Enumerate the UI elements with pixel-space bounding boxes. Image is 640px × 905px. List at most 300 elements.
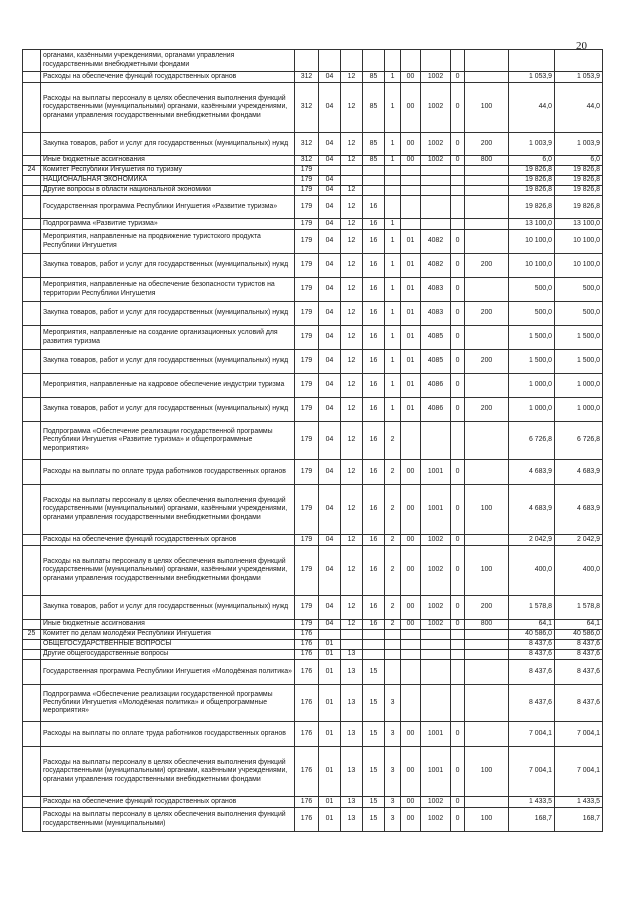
event-code-cell: 00 <box>401 722 421 747</box>
direction-code-cell: 4086 <box>421 398 451 422</box>
program-code-cell: 16 <box>363 219 385 230</box>
expense-type-cell: 200 <box>465 350 509 374</box>
subsection-code-cell: 12 <box>341 254 363 278</box>
amount-cell-1: 4 683,9 <box>509 460 555 485</box>
row-number-cell <box>23 176 41 186</box>
ministry-code-cell: 312 <box>295 133 319 156</box>
subprogram-code-cell: 1 <box>385 398 401 422</box>
event-code-cell <box>401 166 421 176</box>
expense-type-cell <box>465 535 509 546</box>
item-name-cell: Другие общегосударственные вопросы <box>41 650 295 660</box>
event-code-cell <box>401 650 421 660</box>
subprogram-code-cell: 3 <box>385 797 401 808</box>
amount-cell-2: 500,0 <box>555 302 603 326</box>
subsection-code-cell <box>341 640 363 650</box>
program-code-cell: 16 <box>363 535 385 546</box>
event-code-cell <box>401 219 421 230</box>
amount-cell-2: 10 100,0 <box>555 254 603 278</box>
ministry-code-cell: 179 <box>295 422 319 460</box>
section-code-cell: 04 <box>319 83 341 133</box>
direction-code-cell <box>421 186 451 196</box>
amount-cell-2: 8 437,6 <box>555 650 603 660</box>
amount-cell-1: 19 826,8 <box>509 176 555 186</box>
ministry-code-cell: 179 <box>295 350 319 374</box>
suffix-code-cell: 0 <box>451 546 465 596</box>
expense-type-cell: 200 <box>465 133 509 156</box>
item-name-cell: Расходы на обеспечение функций государственных органов <box>41 72 295 83</box>
suffix-code-cell: 0 <box>451 83 465 133</box>
suffix-code-cell <box>451 196 465 219</box>
direction-code-cell: 1002 <box>421 83 451 133</box>
row-number-cell <box>23 546 41 596</box>
event-code-cell: 01 <box>401 326 421 350</box>
suffix-code-cell: 0 <box>451 535 465 546</box>
amount-cell-2: 7 004,1 <box>555 722 603 747</box>
expense-type-cell: 200 <box>465 302 509 326</box>
section-code-cell: 04 <box>319 460 341 485</box>
section-code-cell: 04 <box>319 230 341 254</box>
suffix-code-cell: 0 <box>451 133 465 156</box>
suffix-code-cell <box>451 630 465 640</box>
expense-type-cell: 100 <box>465 83 509 133</box>
event-code-cell <box>401 685 421 722</box>
direction-code-cell <box>421 219 451 230</box>
table-row <box>23 83 603 133</box>
expense-type-cell: 100 <box>465 546 509 596</box>
section-code-cell: 04 <box>319 326 341 350</box>
table-row <box>23 640 603 650</box>
table-row <box>23 186 603 196</box>
ministry-code-cell: 179 <box>295 219 319 230</box>
ministry-code-cell: 179 <box>295 302 319 326</box>
program-code-cell: 15 <box>363 808 385 832</box>
expense-type-cell: 800 <box>465 156 509 166</box>
amount-cell-1: 44,0 <box>509 83 555 133</box>
subsection-code-cell: 12 <box>341 278 363 302</box>
row-number-cell <box>23 660 41 685</box>
program-code-cell <box>363 650 385 660</box>
section-code-cell: 04 <box>319 302 341 326</box>
amount-cell-2: 400,0 <box>555 546 603 596</box>
subsection-code-cell: 12 <box>341 133 363 156</box>
subprogram-code-cell: 1 <box>385 254 401 278</box>
section-code-cell: 01 <box>319 808 341 832</box>
item-name-cell: Закупка товаров, работ и услуг для государственных (муниципальных) нужд <box>41 398 295 422</box>
ministry-code-cell: 179 <box>295 374 319 398</box>
item-name-cell: Расходы на выплаты персоналу в целях обеспечения выполнения функций государственными (муниципальными) <box>41 808 295 832</box>
subprogram-code-cell <box>385 640 401 650</box>
event-code-cell: 00 <box>401 460 421 485</box>
item-name-cell: Расходы на выплаты по оплате труда работников государственных органов <box>41 460 295 485</box>
subprogram-code-cell: 1 <box>385 302 401 326</box>
amount-cell-2: 4 683,9 <box>555 485 603 535</box>
section-code-cell: 01 <box>319 797 341 808</box>
ministry-code-cell: 176 <box>295 808 319 832</box>
item-name-cell: Государственная программа Республики Ингушетия «Молодёжная политика» <box>41 660 295 685</box>
subsection-code-cell: 13 <box>341 650 363 660</box>
amount-cell-1: 500,0 <box>509 278 555 302</box>
row-number-cell <box>23 83 41 133</box>
program-code-cell: 15 <box>363 685 385 722</box>
expense-type-cell <box>465 176 509 186</box>
subsection-code-cell: 12 <box>341 230 363 254</box>
suffix-code-cell <box>451 166 465 176</box>
section-code-cell: 04 <box>319 219 341 230</box>
section-code-cell <box>319 630 341 640</box>
expense-type-cell <box>465 230 509 254</box>
subprogram-code-cell: 1 <box>385 83 401 133</box>
amount-cell-2: 6,0 <box>555 156 603 166</box>
subprogram-code-cell: 1 <box>385 326 401 350</box>
program-code-cell: 16 <box>363 302 385 326</box>
ministry-code-cell: 179 <box>295 166 319 176</box>
item-name-cell: Закупка товаров, работ и услуг для государственных (муниципальных) нужд <box>41 133 295 156</box>
subprogram-code-cell: 1 <box>385 278 401 302</box>
item-name-cell: Подпрограмма «Обеспечение реализации государственной программы Республики Ингушетия «Молодёжная политика» и общепрограммные мероприятия» <box>41 685 295 722</box>
row-number-cell <box>23 186 41 196</box>
section-code-cell: 01 <box>319 640 341 650</box>
event-code-cell <box>401 630 421 640</box>
subsection-code-cell: 12 <box>341 485 363 535</box>
suffix-code-cell: 0 <box>451 596 465 620</box>
amount-cell-2: 4 683,9 <box>555 460 603 485</box>
program-code-cell <box>363 630 385 640</box>
table-row <box>23 196 603 219</box>
table-row <box>23 374 603 398</box>
amount-cell-2 <box>555 50 603 72</box>
amount-cell-2: 1 500,0 <box>555 326 603 350</box>
expense-type-cell <box>465 72 509 83</box>
section-code-cell: 04 <box>319 196 341 219</box>
ministry-code-cell: 176 <box>295 747 319 797</box>
row-number-cell <box>23 350 41 374</box>
section-code-cell: 01 <box>319 650 341 660</box>
row-number-cell <box>23 640 41 650</box>
subsection-code-cell: 12 <box>341 219 363 230</box>
direction-code-cell: 1002 <box>421 156 451 166</box>
program-code-cell: 85 <box>363 133 385 156</box>
subsection-code-cell: 12 <box>341 350 363 374</box>
suffix-code-cell <box>451 640 465 650</box>
expense-type-cell <box>465 186 509 196</box>
amount-cell-2: 168,7 <box>555 808 603 832</box>
event-code-cell: 01 <box>401 350 421 374</box>
ministry-code-cell: 312 <box>295 83 319 133</box>
row-number-cell <box>23 133 41 156</box>
event-code-cell: 00 <box>401 133 421 156</box>
expense-type-cell <box>465 630 509 640</box>
row-number-cell <box>23 278 41 302</box>
event-code-cell: 01 <box>401 278 421 302</box>
expense-type-cell <box>465 219 509 230</box>
amount-cell-2: 1 000,0 <box>555 374 603 398</box>
item-name-cell: Государственная программа Республики Ингушетия «Развитие туризма» <box>41 196 295 219</box>
row-number-cell <box>23 374 41 398</box>
row-number-cell <box>23 650 41 660</box>
direction-code-cell <box>421 685 451 722</box>
event-code-cell: 01 <box>401 398 421 422</box>
event-code-cell <box>401 176 421 186</box>
item-name-cell: ОБЩЕГОСУДАРСТВЕННЫЕ ВОПРОСЫ <box>41 640 295 650</box>
subprogram-code-cell <box>385 660 401 685</box>
event-code-cell: 00 <box>401 620 421 630</box>
expense-type-cell: 100 <box>465 485 509 535</box>
section-code-cell: 04 <box>319 254 341 278</box>
table-row <box>23 176 603 186</box>
expense-type-cell <box>465 422 509 460</box>
suffix-code-cell: 0 <box>451 485 465 535</box>
table-row <box>23 797 603 808</box>
suffix-code-cell <box>451 176 465 186</box>
row-number-cell <box>23 722 41 747</box>
suffix-code-cell: 0 <box>451 722 465 747</box>
subsection-code-cell: 12 <box>341 83 363 133</box>
amount-cell-2: 19 826,8 <box>555 196 603 219</box>
ministry-code-cell: 176 <box>295 685 319 722</box>
subprogram-code-cell <box>385 186 401 196</box>
direction-code-cell: 1002 <box>421 620 451 630</box>
item-name-cell: Расходы на обеспечение функций государственных органов <box>41 535 295 546</box>
item-name-cell: Мероприятия, направленные на кадровое обеспечение индустрии туризма <box>41 374 295 398</box>
ministry-code-cell: 176 <box>295 640 319 650</box>
event-code-cell: 00 <box>401 485 421 535</box>
ministry-code-cell: 176 <box>295 722 319 747</box>
program-code-cell: 16 <box>363 485 385 535</box>
program-code-cell: 16 <box>363 230 385 254</box>
program-code-cell: 16 <box>363 196 385 219</box>
direction-code-cell: 1001 <box>421 460 451 485</box>
section-code-cell: 01 <box>319 747 341 797</box>
ministry-code-cell: 179 <box>295 186 319 196</box>
program-code-cell: 16 <box>363 374 385 398</box>
subsection-code-cell: 12 <box>341 326 363 350</box>
suffix-code-cell: 0 <box>451 398 465 422</box>
item-name-cell: Закупка товаров, работ и услуг для государственных (муниципальных) нужд <box>41 596 295 620</box>
suffix-code-cell: 0 <box>451 230 465 254</box>
subprogram-code-cell <box>385 650 401 660</box>
direction-code-cell <box>421 660 451 685</box>
amount-cell-2: 19 826,8 <box>555 186 603 196</box>
amount-cell-1: 1 500,0 <box>509 350 555 374</box>
direction-code-cell <box>421 50 451 72</box>
table-row <box>23 722 603 747</box>
expense-type-cell <box>465 278 509 302</box>
amount-cell-2: 8 437,6 <box>555 685 603 722</box>
amount-cell-1: 4 683,9 <box>509 485 555 535</box>
table-row <box>23 747 603 797</box>
program-code-cell: 15 <box>363 722 385 747</box>
expense-type-cell <box>465 50 509 72</box>
suffix-code-cell: 0 <box>451 156 465 166</box>
subsection-code-cell: 12 <box>341 620 363 630</box>
table-row <box>23 596 603 620</box>
item-name-cell: Мероприятия, направленные на обеспечение безопасности туристов на территории Республики Ингушетия <box>41 278 295 302</box>
expense-type-cell <box>465 374 509 398</box>
expense-type-cell <box>465 196 509 219</box>
amount-cell-1: 1 000,0 <box>509 374 555 398</box>
row-number-cell <box>23 196 41 219</box>
ministry-code-cell: 179 <box>295 230 319 254</box>
ministry-code-cell: 179 <box>295 485 319 535</box>
section-code-cell: 01 <box>319 685 341 722</box>
event-code-cell <box>401 186 421 196</box>
event-code-cell <box>401 50 421 72</box>
row-number-cell: 25 <box>23 630 41 640</box>
ministry-code-cell: 179 <box>295 398 319 422</box>
direction-code-cell <box>421 422 451 460</box>
direction-code-cell <box>421 176 451 186</box>
row-number-cell <box>23 422 41 460</box>
direction-code-cell: 4086 <box>421 374 451 398</box>
expense-type-cell <box>465 685 509 722</box>
event-code-cell: 00 <box>401 747 421 797</box>
row-number-cell <box>23 535 41 546</box>
section-code-cell: 04 <box>319 374 341 398</box>
subsection-code-cell: 12 <box>341 460 363 485</box>
suffix-code-cell <box>451 219 465 230</box>
table-row <box>23 133 603 156</box>
row-number-cell <box>23 620 41 630</box>
subprogram-code-cell <box>385 196 401 219</box>
table-row <box>23 72 603 83</box>
table-row <box>23 166 603 176</box>
amount-cell-1: 19 826,8 <box>509 166 555 176</box>
amount-cell-2: 500,0 <box>555 278 603 302</box>
expense-type-cell: 100 <box>465 808 509 832</box>
table-row <box>23 546 603 596</box>
program-code-cell <box>363 176 385 186</box>
subsection-code-cell: 12 <box>341 374 363 398</box>
amount-cell-1: 1 003,9 <box>509 133 555 156</box>
amount-cell-1: 40 586,0 <box>509 630 555 640</box>
suffix-code-cell: 0 <box>451 620 465 630</box>
amount-cell-2: 64,1 <box>555 620 603 630</box>
table-row <box>23 50 603 72</box>
ministry-code-cell: 176 <box>295 650 319 660</box>
suffix-code-cell <box>451 186 465 196</box>
program-code-cell: 15 <box>363 797 385 808</box>
direction-code-cell: 1001 <box>421 485 451 535</box>
ministry-code-cell: 179 <box>295 326 319 350</box>
subsection-code-cell: 12 <box>341 398 363 422</box>
ministry-code-cell: 312 <box>295 156 319 166</box>
table-row <box>23 685 603 722</box>
section-code-cell: 04 <box>319 422 341 460</box>
direction-code-cell: 4083 <box>421 302 451 326</box>
amount-cell-1: 6,0 <box>509 156 555 166</box>
program-code-cell: 16 <box>363 596 385 620</box>
program-code-cell: 15 <box>363 660 385 685</box>
item-name-cell: органами, казёнными учреждениями, органами управления государственными внебюджетными фондами <box>41 50 295 72</box>
subprogram-code-cell: 1 <box>385 230 401 254</box>
subprogram-code-cell: 2 <box>385 460 401 485</box>
amount-cell-1: 13 100,0 <box>509 219 555 230</box>
amount-cell-1: 1 000,0 <box>509 398 555 422</box>
subprogram-code-cell <box>385 50 401 72</box>
row-number-cell <box>23 50 41 72</box>
table-row <box>23 302 603 326</box>
amount-cell-1: 8 437,6 <box>509 660 555 685</box>
program-code-cell <box>363 50 385 72</box>
amount-cell-2: 40 586,0 <box>555 630 603 640</box>
ministry-code-cell: 179 <box>295 196 319 219</box>
subprogram-code-cell <box>385 176 401 186</box>
direction-code-cell <box>421 640 451 650</box>
program-code-cell: 16 <box>363 254 385 278</box>
program-code-cell: 16 <box>363 546 385 596</box>
section-code-cell: 04 <box>319 535 341 546</box>
section-code-cell: 04 <box>319 176 341 186</box>
row-number-cell <box>23 460 41 485</box>
event-code-cell: 00 <box>401 83 421 133</box>
item-name-cell: Комитет Республики Ингушетия по туризму <box>41 166 295 176</box>
amount-cell-1: 6 726,8 <box>509 422 555 460</box>
amount-cell-2: 44,0 <box>555 83 603 133</box>
row-number-cell <box>23 302 41 326</box>
program-code-cell: 85 <box>363 156 385 166</box>
program-code-cell: 16 <box>363 620 385 630</box>
amount-cell-2: 10 100,0 <box>555 230 603 254</box>
direction-code-cell: 1002 <box>421 596 451 620</box>
budget-table-body <box>23 50 603 832</box>
subprogram-code-cell: 3 <box>385 685 401 722</box>
subsection-code-cell: 13 <box>341 660 363 685</box>
amount-cell-1: 64,1 <box>509 620 555 630</box>
ministry-code-cell: 179 <box>295 278 319 302</box>
suffix-code-cell: 0 <box>451 374 465 398</box>
item-name-cell: Расходы на выплаты по оплате труда работников государственных органов <box>41 722 295 747</box>
section-code-cell: 04 <box>319 398 341 422</box>
section-code-cell <box>319 166 341 176</box>
subprogram-code-cell: 1 <box>385 350 401 374</box>
subsection-code-cell: 12 <box>341 422 363 460</box>
subsection-code-cell <box>341 166 363 176</box>
item-name-cell: НАЦИОНАЛЬНАЯ ЭКОНОМИКА <box>41 176 295 186</box>
amount-cell-2: 7 004,1 <box>555 747 603 797</box>
amount-cell-1: 8 437,6 <box>509 640 555 650</box>
subsection-code-cell <box>341 50 363 72</box>
direction-code-cell: 1002 <box>421 808 451 832</box>
program-code-cell: 16 <box>363 326 385 350</box>
program-code-cell: 15 <box>363 747 385 797</box>
suffix-code-cell: 0 <box>451 350 465 374</box>
amount-cell-1: 8 437,6 <box>509 650 555 660</box>
direction-code-cell <box>421 630 451 640</box>
subprogram-code-cell: 2 <box>385 485 401 535</box>
subsection-code-cell: 13 <box>341 797 363 808</box>
direction-code-cell: 4085 <box>421 326 451 350</box>
event-code-cell: 00 <box>401 546 421 596</box>
amount-cell-1: 1 433,5 <box>509 797 555 808</box>
event-code-cell: 00 <box>401 156 421 166</box>
subsection-code-cell: 12 <box>341 196 363 219</box>
direction-code-cell: 1002 <box>421 133 451 156</box>
row-number-cell: 24 <box>23 166 41 176</box>
direction-code-cell: 1002 <box>421 535 451 546</box>
direction-code-cell <box>421 196 451 219</box>
table-row <box>23 219 603 230</box>
ministry-code-cell: 179 <box>295 460 319 485</box>
amount-cell-2: 1 433,5 <box>555 797 603 808</box>
table-row <box>23 398 603 422</box>
suffix-code-cell <box>451 660 465 685</box>
row-number-cell <box>23 398 41 422</box>
subsection-code-cell <box>341 630 363 640</box>
suffix-code-cell: 0 <box>451 254 465 278</box>
table-row <box>23 230 603 254</box>
table-row <box>23 254 603 278</box>
section-code-cell: 01 <box>319 660 341 685</box>
